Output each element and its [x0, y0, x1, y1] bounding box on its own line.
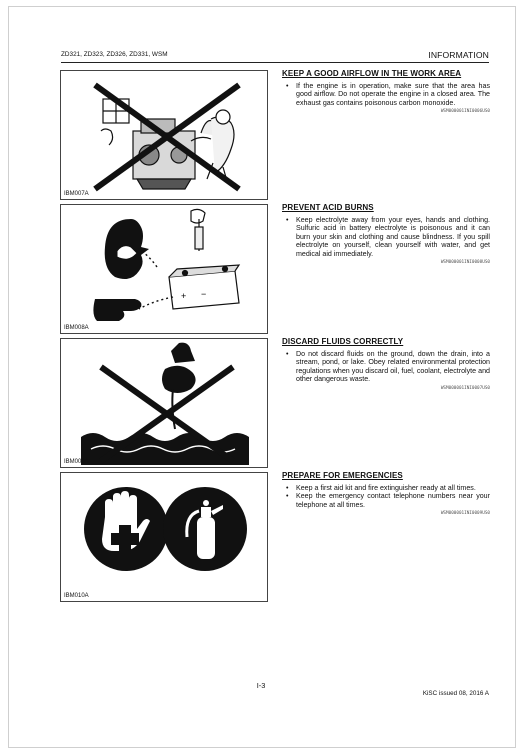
- bullet-item: • Keep electrolyte away from your eyes, hands and clothing. Sulfuric acid in battery electrolyte is poisonous and it can burn your skin and clothing and cause blindness. If you spill electrolyte on yourself, clean yourself with water, and get medical aid immediately.: [282, 216, 490, 258]
- issue-note: KiSC issued 08, 2016 A: [422, 690, 489, 697]
- header-section-title: INFORMATION: [428, 50, 489, 60]
- header-rule: [61, 62, 489, 63]
- reference-code: WSM000001INI0008US0: [440, 260, 490, 266]
- bullet-list: [282, 484, 490, 509]
- battery-minus-sign: −: [201, 289, 207, 299]
- section-title: KEEP A GOOD AIRFLOW IN THE WORK AREA: [282, 69, 462, 78]
- battery-plus-sign: +: [181, 291, 187, 301]
- bullet-item: • Keep the emergency contact telephone numbers near your telephone at all times.: [282, 492, 490, 509]
- battery-acid-illustration: [61, 205, 269, 335]
- bullet-list: [282, 82, 490, 107]
- pouring-hand-icon: [171, 343, 195, 363]
- bullet-list: [282, 350, 490, 384]
- page-number: I-3: [256, 681, 266, 690]
- figure-caption: IBM009A: [64, 459, 89, 465]
- figure-fluids: [60, 338, 268, 468]
- figure-caption: IBM007A: [64, 191, 89, 197]
- emergency-equipment-illustration: [61, 473, 269, 603]
- section-acid-burns: [282, 203, 490, 265]
- section-title: PREVENT ACID BURNS: [282, 203, 374, 212]
- section-title: DISCARD FLUIDS CORRECTLY: [282, 337, 404, 346]
- figure-caption: IBM010A: [64, 593, 89, 599]
- section-title: PREPARE FOR EMERGENCIES: [282, 471, 403, 480]
- hand-silhouette-icon: [93, 299, 141, 321]
- figure-airflow: [60, 70, 268, 200]
- bullet-item: • Do not discard fluids on the ground, down the drain, into a stream, pond, or lake. Obey related environmental protection regulations when you discard oil, fuel, coolant, electrolyte and other dangerous waste.: [282, 350, 490, 384]
- bullet-item: • If the engine is in operation, make sure that the area has good airflow. Do not operate the engine in a closed area. The exhaust gas contains poisonous carbon monoxide.: [282, 82, 490, 107]
- engine-closed-room-illustration: [61, 71, 269, 201]
- header-model-list: ZD321, ZD323, ZD326, ZD331, WSM: [61, 51, 168, 58]
- section-emergencies: [282, 471, 490, 516]
- reference-code: WSM000001INI0007US0: [440, 385, 490, 391]
- fluid-disposal-illustration: [61, 339, 269, 469]
- figure-acid: [60, 204, 268, 334]
- reference-code: WSM000001INI0006US0: [440, 109, 490, 115]
- bullet-list: [282, 216, 490, 258]
- section-airflow: [282, 69, 490, 114]
- canister-icon: [162, 366, 196, 393]
- section-discard-fluids: [282, 337, 490, 391]
- figure-emergency: [60, 472, 268, 602]
- figure-caption: IBM008A: [64, 325, 89, 331]
- bullet-item: • Keep a first aid kit and fire extinguisher ready at all times.: [282, 484, 490, 492]
- reference-code: WSM000001INI0009US0: [440, 511, 490, 517]
